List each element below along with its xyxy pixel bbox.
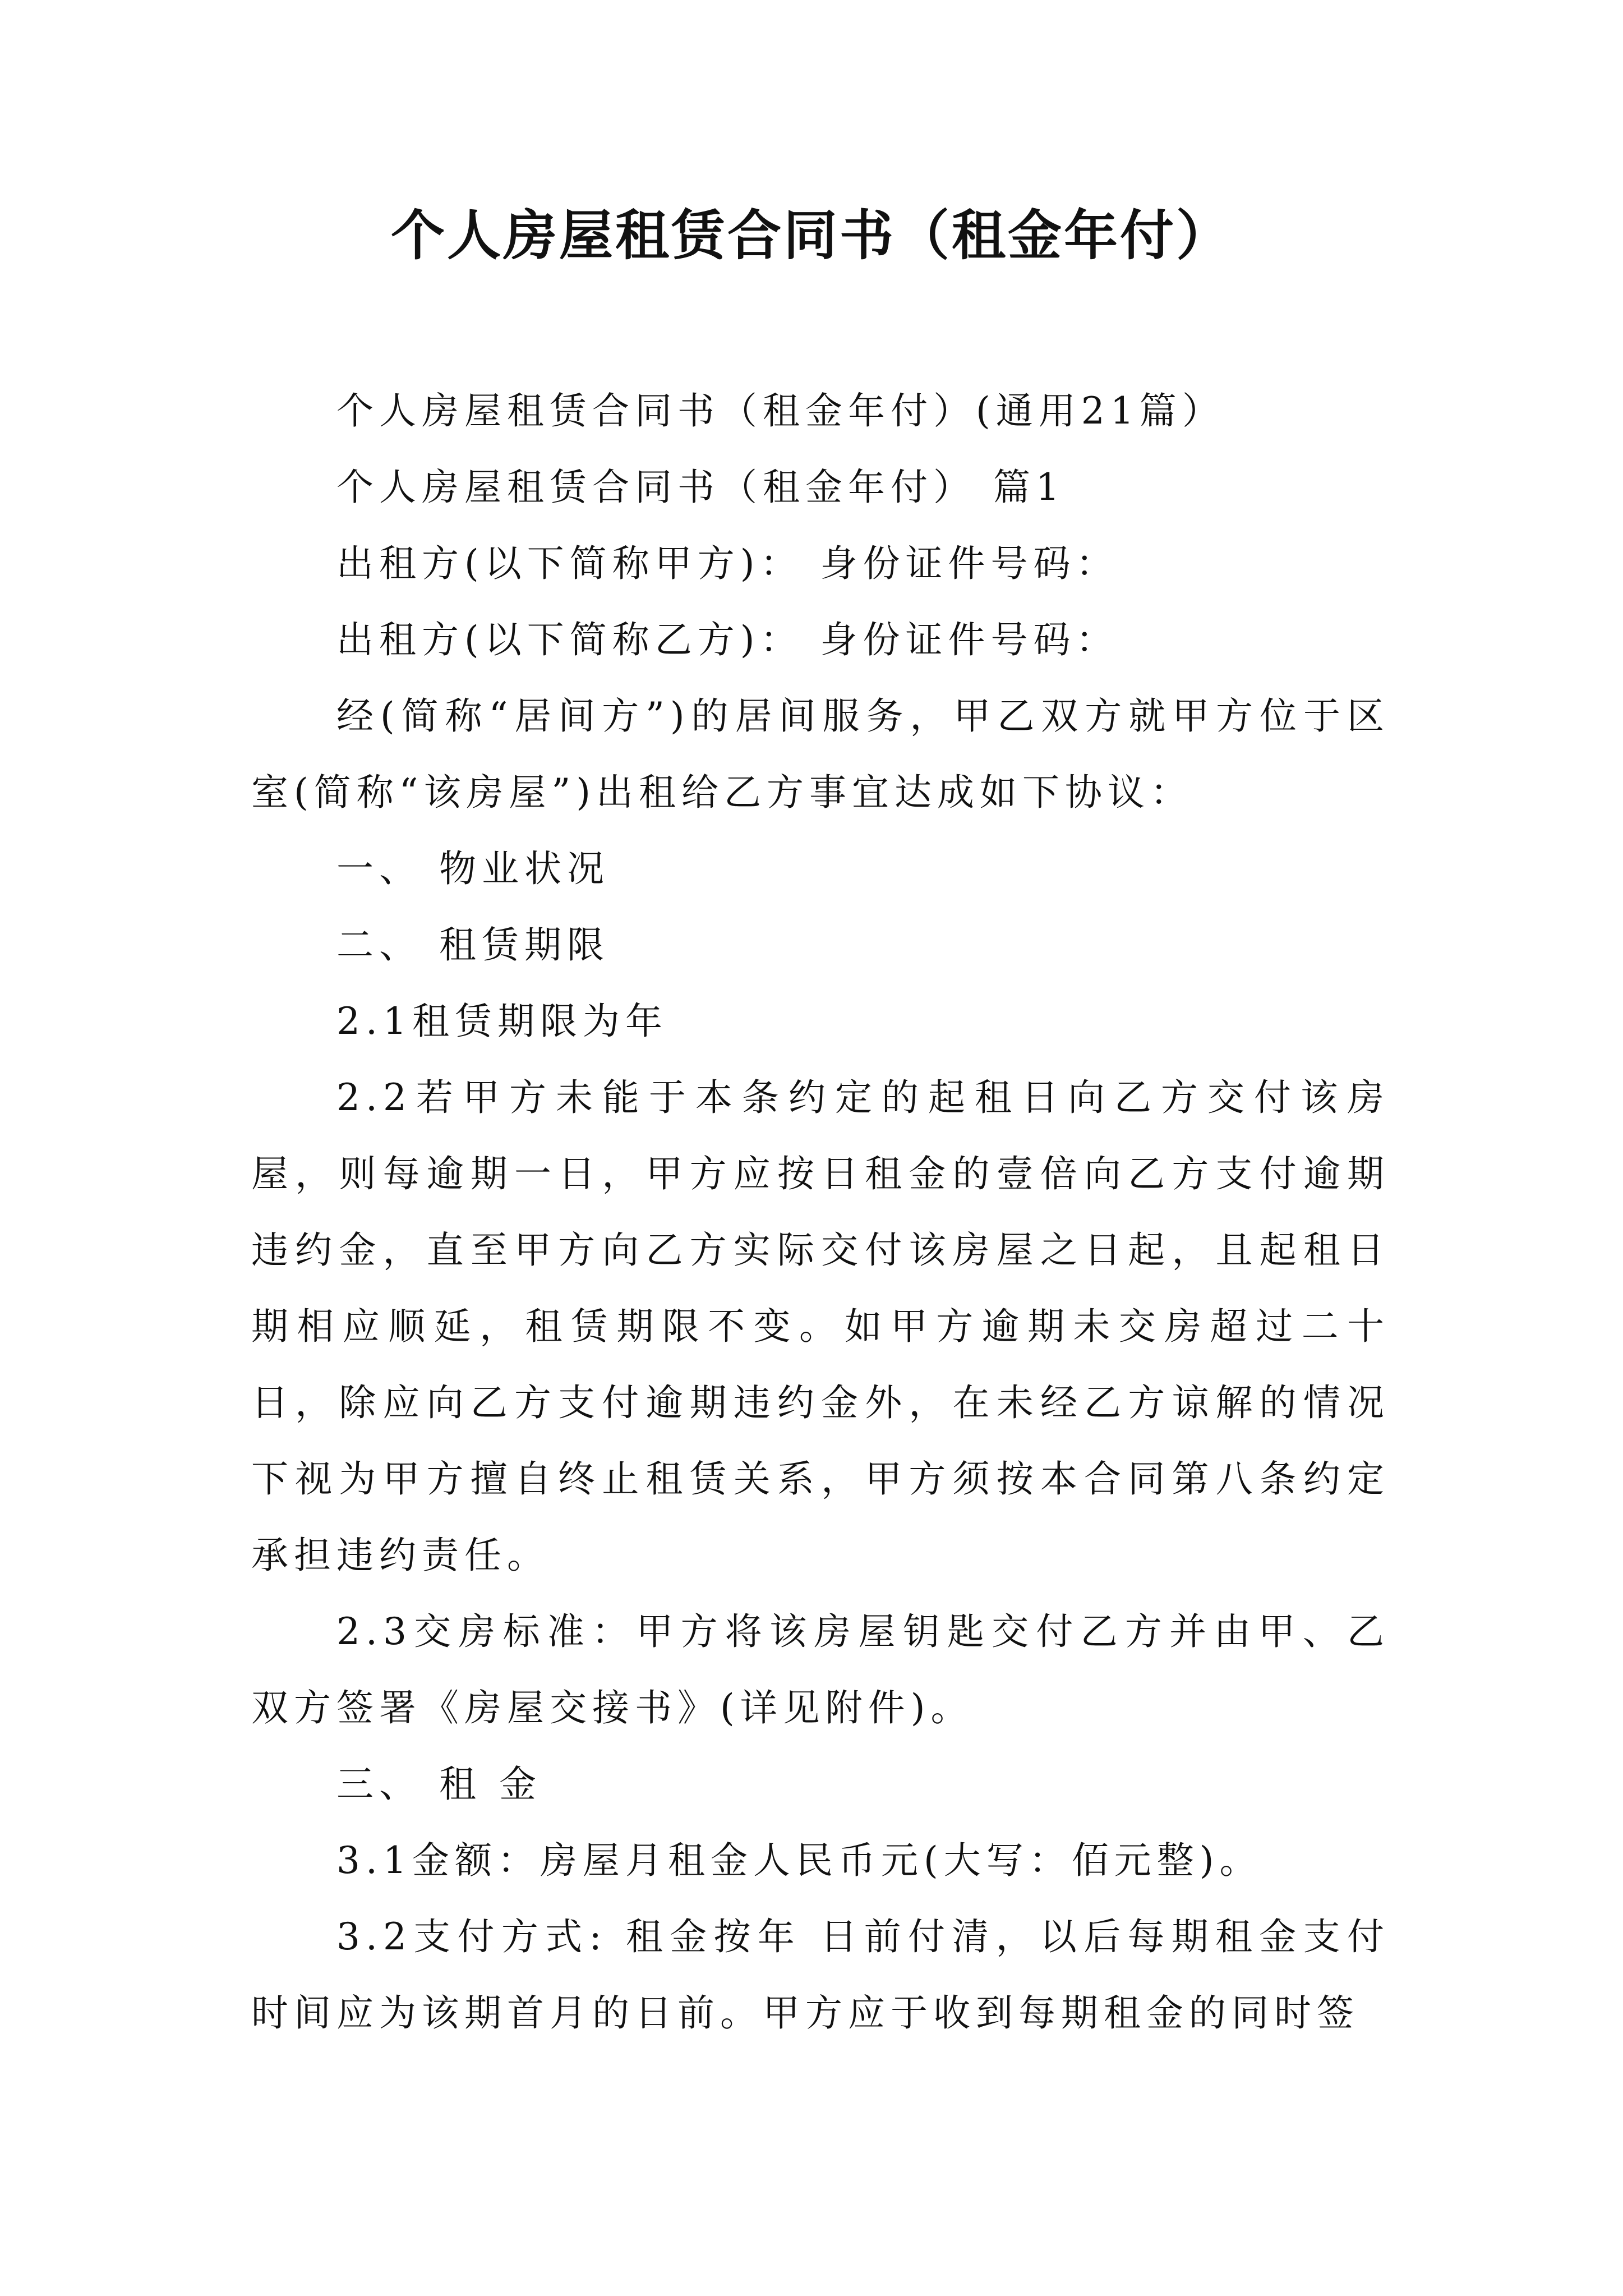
document-title: 个人房屋租赁合同书（租金年付） — [391, 204, 1232, 267]
section-heading-term: 二、 租赁期限 — [336, 923, 610, 967]
paragraph-preamble: 经(简称“居间方”)的居间服务，甲乙双方就甲方位于区 室(简称“该房屋”)出租给乙方事宜达成如下协议： — [251, 694, 1390, 814]
clause-2-1: 2.1租赁期限为年 — [336, 1000, 668, 1043]
paragraph-party-b: 出租方(以下简称乙方)： 身份证件号码： — [336, 618, 1119, 661]
clause-2-2: 2.2若甲方未能于本条约定的起租日向乙方交付该房屋，则每逾期一日，甲方应按日租金的壹倍向乙方支付逾期违约金，直至甲方向乙方实际交付该房屋之日起，且起租日期相应顺延，租赁期限不变。如甲方逾期未交房超过二十日，除应向乙方支付逾期违约金外，在未经乙方谅解的情况下视为甲方擅自终止租赁关系，甲方须按本合同第八条约定承担违约责任。 — [251, 1076, 1390, 1577]
paragraph-doc-subtitle: 个人房屋租赁合同书（租金年付）(通用21篇） — [336, 389, 1225, 432]
paragraph-article-heading: 个人房屋租赁合同书（租金年付） 篇1 — [336, 466, 1065, 509]
section-heading-rent: 三、 租 金 — [336, 1763, 542, 1806]
paragraph-party-a: 出租方(以下简称甲方)： 身份证件号码： — [336, 542, 1119, 585]
document-body — [251, 373, 1390, 2051]
clause-3-1: 3.1金额：房屋月租金人民币元(大写：佰元整)。 — [336, 1839, 1262, 1882]
clause-3-2: 3.2支付方式: 租金按年 日前付清，以后每期租金支付时间应为该期首月的日前。甲方应于收到每期租金的同时签 — [251, 1915, 1390, 2035]
clause-2-3: 2.3交房标准：甲方将该房屋钥匙交付乙方并由甲、乙双方签署《房屋交接书》(详见附件)。 — [251, 1610, 1390, 1729]
section-heading-property: 一、 物业状况 — [336, 847, 610, 890]
